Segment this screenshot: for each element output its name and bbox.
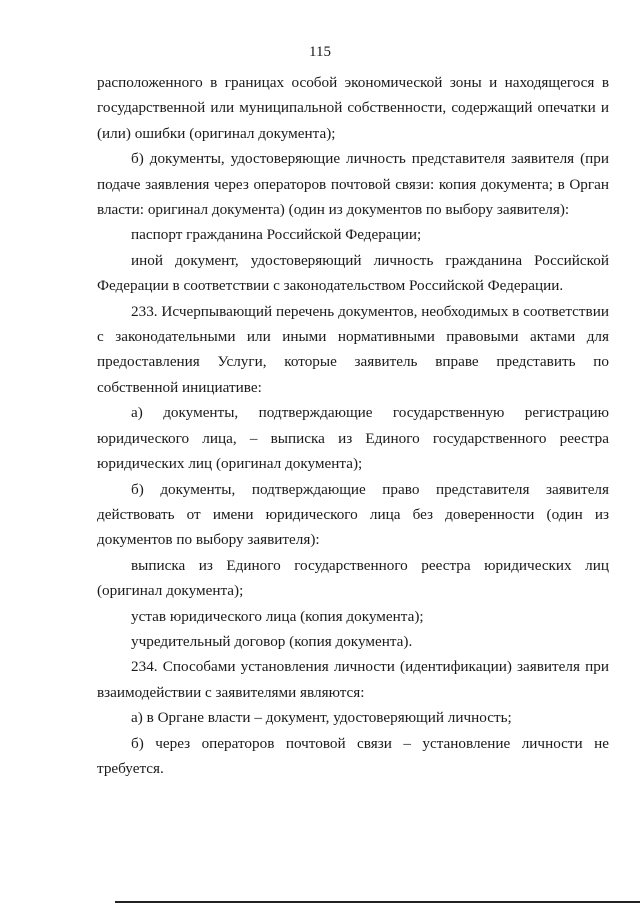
paragraph-registry-extract: выписка из Единого государственного реестра юридических лиц (оригинал документа); [97, 556, 609, 600]
paragraph-postal-identification: б) через операторов почтовой связи – установление личности не требуется. [97, 734, 609, 777]
document-body [97, 70, 609, 781]
paragraph-other-identity-document: иной документ, удостоверяющий личность гражданина Российской Федерации в соответствии с законодательством Российской Федерации. [97, 251, 609, 295]
page-number: 115 [309, 44, 331, 60]
scan-edge-line [115, 901, 640, 903]
paragraph-233: 233. Исчерпывающий перечень документов, необходимых в соответствии с законодательными или иными нормативными правовыми актами для предоставления Услуги, которые заявитель вправе представить по собственной инициативе: [97, 302, 609, 396]
paragraph-234: 234. Способами установления личности (идентификации) заявителя при взаимодействии с заявителями являются: [97, 658, 609, 701]
paragraph-charter: устав юридического лица (копия документа); [131, 607, 424, 625]
paragraph-representative-documents: б) документы, удостоверяющие личность представителя заявителя (при подаче заявления через операторов почтовой связи: копия документа; в Орган власти: оригинал документа) (один из документов по выбору заявителя): [97, 150, 609, 219]
paragraph-founding-agreement: учредительный договор (копия документа). [131, 632, 413, 650]
paragraph-passport: паспорт гражданина Российской Федерации; [131, 226, 422, 244]
paragraph-authority-identification: а) в Органе власти – документ, удостоверяющий личность; [131, 709, 512, 727]
paragraph-registration-documents: а) документы, подтверждающие государственную регистрацию юридического лица, – выписка из Единого государственного реестра юридических лиц (оригинал документа); [97, 404, 609, 473]
paragraph-continuation: расположенного в границах особой экономической зоны и находящегося в государственной или муниципальной собственности, содержащий опечатки и (или) ошибки (оригинал документа); [97, 74, 609, 142]
paragraph-representative-right: б) документы, подтверждающие право представителя заявителя действовать от имени юридического лица без доверенности (один из документов по выбору заявителя): [97, 480, 609, 549]
